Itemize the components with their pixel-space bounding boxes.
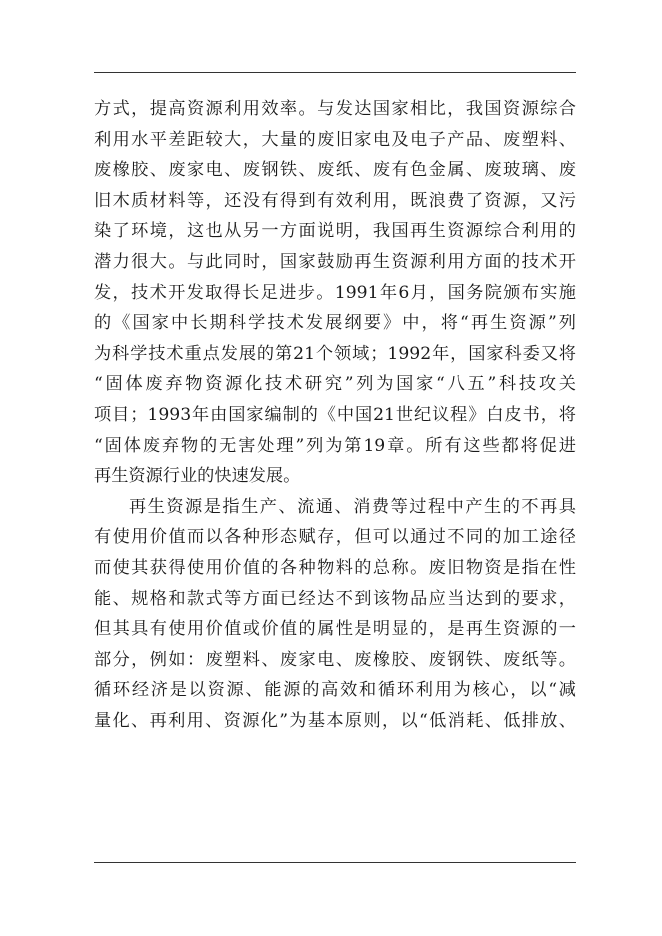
text-line-paragraph-end: 再生资源行业的快速发展。 [94,466,301,487]
text-line: 部分，例如：废塑料、废家电、废橡胶、废钢铁、废纸等。 [94,649,576,670]
text-line: 潜力很大。与此同时，国家鼓励再生资源利用方面的技术开 [94,251,576,272]
text-line: 量化、再利用、资源化”为基本原则，以“低消耗、低排放、 [94,710,576,731]
header-rule [94,72,576,73]
footer-rule [94,862,576,863]
text-line: 能、规格和款式等方面已经达不到该物品应当达到的要求， [94,588,576,609]
text-line: 为科学技术重点发展的第21个领域；1992年，国家科委又将 [94,343,576,364]
body-text [94,94,576,736]
text-line: 废橡胶、废家电、废钢铁、废纸、废有色金属、废玻璃、废 [94,160,576,181]
text-line: “固体废弃物的无害处理”列为第19章。所有这些都将促进 [94,435,576,456]
text-line: “固体废弃物资源化技术研究”列为国家“八五”科技攻关 [94,374,576,395]
text-line: 旧木质材料等，还没有得到有效利用，既浪费了资源，又污 [94,190,576,211]
text-line: 发，技术开发取得长足进步。1991年6月，国务院颁布实施 [94,282,576,303]
text-line: 但其具有使用价值或价值的属性是明显的，是再生资源的一 [94,619,576,640]
text-line: 染了环境，这也从另一方面说明，我国再生资源综合利用的 [94,221,576,242]
text-line: 有使用价值而以各种形态赋存，但可以通过不同的加工途径 [94,527,576,548]
text-line: 的《国家中长期科学技术发展纲要》中，将“再生资源”列 [94,313,576,334]
text-line: 循环经济是以资源、能源的高效和循环利用为核心，以“减 [94,680,576,701]
text-line: 而使其获得使用价值的各种物料的总称。废旧物资是指在性 [94,557,576,578]
text-line: 方式，提高资源利用效率。与发达国家相比，我国资源综合 [94,99,576,119]
text-line: 项目；1993年由国家编制的《中国21世纪议程》白皮书，将 [94,404,576,425]
text-line-paragraph-start: 再生资源是指生产、流通、消费等过程中产生的不再具 [129,496,576,517]
text-line: 利用水平差距较大，大量的废旧家电及电子产品、废塑料、 [94,129,576,150]
